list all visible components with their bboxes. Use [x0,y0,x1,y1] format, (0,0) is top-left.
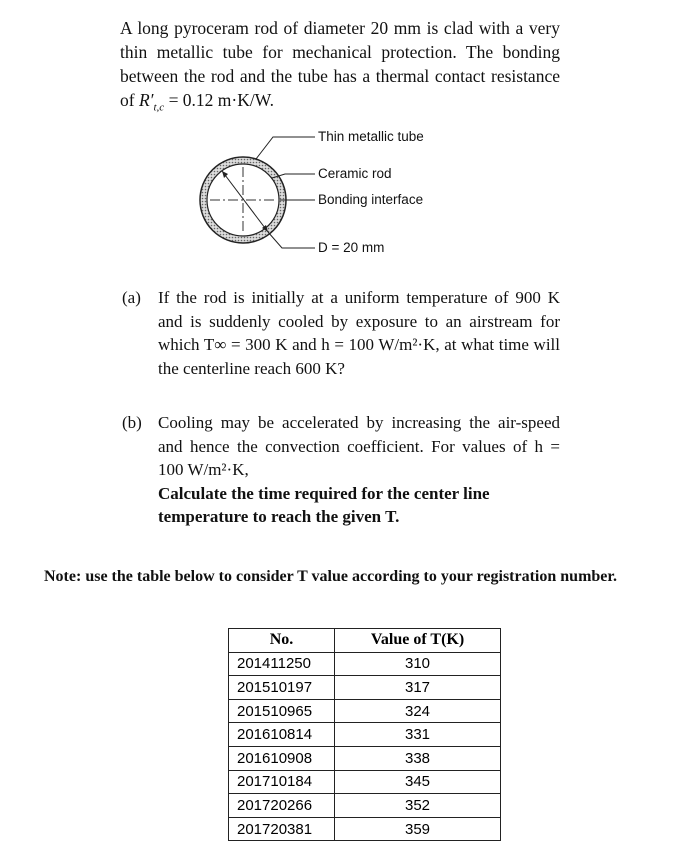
reg-number: 201610814 [229,723,335,747]
reg-number: 201710184 [229,770,335,794]
part-b-tag: (b) [122,413,142,432]
resistance-symbol: R′ [138,90,154,110]
table-row [229,652,501,676]
part-b-bold-text: Calculate the time required for the center line temperature to reach the given T. [158,483,490,526]
reg-number: 201510197 [229,676,335,700]
part-b-text: Cooling may be accelerated by increasing the air-speed and hence the convection coefficient. For values of h = 100 W/m²·K, [158,413,560,479]
table-row [229,746,501,770]
t-value: 310 [335,652,501,676]
t-value: 345 [335,770,501,794]
table-row [229,794,501,818]
temperature-table [228,628,501,841]
label-diameter: D = 20 mm [318,240,385,255]
t-value: 317 [335,676,501,700]
rod-cross-section-figure [180,128,480,270]
header-no: No. [229,629,335,653]
header-value: Value of T(K) [335,629,501,653]
table-row [229,723,501,747]
label-bonding-interface: Bonding interface [318,192,424,207]
reg-number: 201720266 [229,794,335,818]
table-row [229,699,501,723]
t-value: 352 [335,794,501,818]
intro-text: A long pyroceram rod of diameter 20 mm is clad with a very thin metallic tube for mechanical protection. The bonding between the rod and the tube has a thermal contact resistance of [120,18,560,110]
question-part-a [122,286,560,380]
registration-note: Note: use the table below to consider T value according to your registration number. [44,568,618,585]
question-part-b [122,411,560,529]
t-value: 359 [335,817,501,841]
t-value: 338 [335,746,501,770]
reg-number: 201510965 [229,699,335,723]
table-header-row [229,629,501,653]
t-value: 331 [335,723,501,747]
table-row [229,770,501,794]
resistance-subscript: t,c [153,101,165,114]
reg-number: 201411250 [229,652,335,676]
problem-statement [120,16,560,120]
reg-number: 201610908 [229,746,335,770]
t-value: 324 [335,699,501,723]
part-a-text: If the rod is initially at a uniform temperature of 900 K and is suddenly cooled by exposure to an airstream for which T∞ = 300 K and h = 100 W/m²·K, at what time will the centerline reach 600 K? [158,288,560,378]
part-a-tag: (a) [122,288,141,307]
table-row [229,817,501,841]
intro-value: = 0.12 m·K/W. [164,90,275,110]
table-row [229,676,501,700]
label-thin-metallic-tube: Thin metallic tube [318,129,424,144]
label-ceramic-rod: Ceramic rod [318,166,392,181]
reg-number: 201720381 [229,817,335,841]
